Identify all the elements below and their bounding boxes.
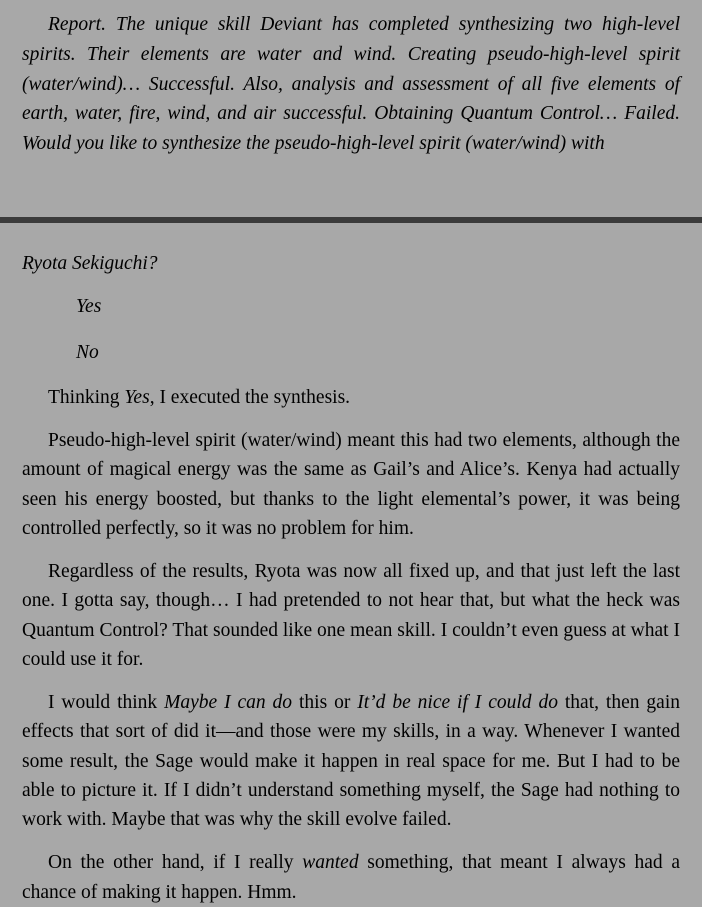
paragraph-quantum-control [22,557,680,674]
paragraph-thinking [22,383,680,412]
body-text: On the other hand, if I really [48,852,303,874]
paragraph-maybe-i-can-do [22,688,680,834]
body-text: this or [292,692,358,714]
choice-no[interactable]: No [76,341,99,363]
body-text: that, then gain effects that sort of did it—and those were my skills, in a way. Whenever I wanted some result, the Sage would make it happen in real space for me. But I had to be able to picture it. If I didn’t understand something myself, the Sage had nothing to work with. Maybe that was why the skill evolve failed. [22,692,680,831]
body-text: Regardless of the results, Ryota was now all fixed up, and that just left the last one. I gotta say, though… I had pretended to not hear that, but what the heck was Quantum Control? That sounded like one mean skill. I couldn’t even guess at what I could use it for. [22,561,680,670]
paragraph-list [22,383,680,907]
emphasis-text: Maybe I can do [164,692,293,714]
report-paragraph: Report. The unique skill Deviant has completed synthesizing two high-level spirits. Their elements are water and wind. Creating pseudo-high-level spirit (water/wind)… Successful. Also, analysis and assessment of all five elements of earth, water, fire, wind, and air successful. Obtaining Quantum Control… Failed. Would you like to synthesize the pseudo-high-level spirit (water/wind) with [22,14,680,155]
emphasis-text: wanted [302,852,359,874]
body-text: , I executed the synthesis. [149,386,351,408]
report-section [0,0,702,159]
body-text: Thinking [48,386,125,408]
paragraph-pseudo-spirit [22,426,680,543]
narrative-section [0,223,702,907]
paragraph-other-hand [22,848,680,907]
emphasis-text: Yes [124,386,150,408]
body-text: I would think [48,692,165,714]
choice-yes[interactable]: Yes [76,296,102,318]
emphasis-text: It’d be nice if I could do [357,692,558,714]
body-text: something, that meant I always had a chance of making it happen. Hmm. [22,852,680,903]
body-text: Pseudo-high-level spirit (water/wind) meant this had two elements, although the amount of magical energy was the same as Gail’s and Alice’s. Kenya had actually seen his energy boosted, but thanks to the light elemental’s power, it was being controlled perfectly, so it was no problem for him. [22,430,680,539]
speaker-line: Ryota Sekiguchi? [22,253,158,275]
